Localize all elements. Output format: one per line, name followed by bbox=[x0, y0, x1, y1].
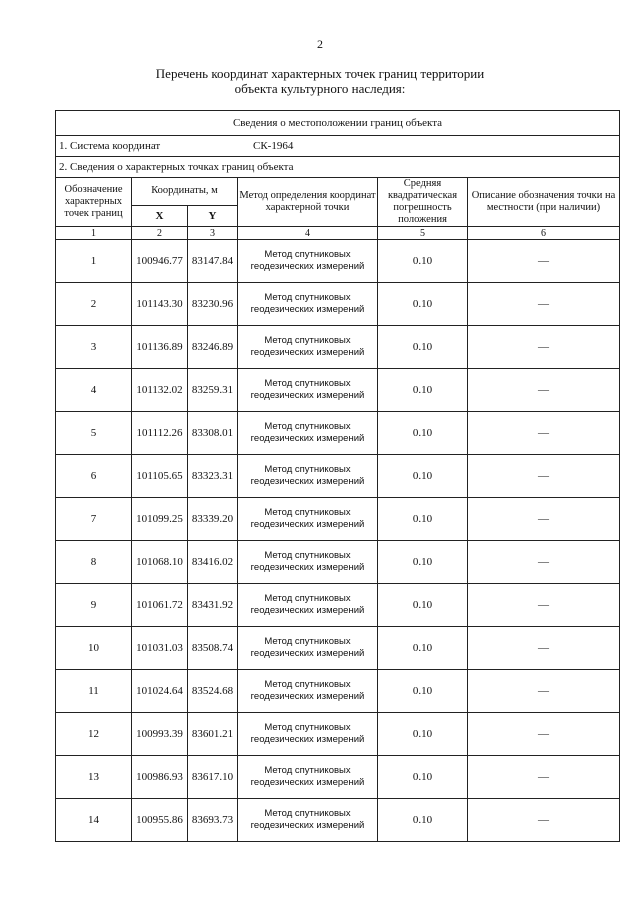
coord-x: 101031.03 bbox=[132, 627, 188, 670]
description-cell: — bbox=[468, 283, 620, 326]
coord-x: 101024.64 bbox=[132, 670, 188, 713]
title-line-2: объекта культурного наследия: bbox=[234, 81, 406, 96]
point-number: 13 bbox=[56, 756, 132, 799]
coord-system-label: 1. Система координат bbox=[59, 140, 161, 152]
table-row bbox=[56, 326, 620, 369]
document-title bbox=[0, 66, 640, 96]
point-number: 8 bbox=[56, 541, 132, 584]
points-section-label: 2. Сведения о характерных точках границ объекта bbox=[56, 157, 620, 178]
error-cell: 0.10 bbox=[378, 240, 468, 283]
description-cell: — bbox=[468, 713, 620, 756]
error-cell: 0.10 bbox=[378, 498, 468, 541]
coord-y: 83339.20 bbox=[188, 498, 238, 541]
method-cell: Метод спутниковых геодезических измерений bbox=[238, 283, 378, 326]
method-cell: Метод спутниковых геодезических измерений bbox=[238, 240, 378, 283]
coord-y: 83147.84 bbox=[188, 240, 238, 283]
table-row bbox=[56, 756, 620, 799]
error-cell: 0.10 bbox=[378, 584, 468, 627]
method-cell: Метод спутниковых геодезических измерений bbox=[238, 369, 378, 412]
table-row bbox=[56, 627, 620, 670]
method-cell: Метод спутниковых геодезических измерений bbox=[238, 498, 378, 541]
coord-y: 83693.73 bbox=[188, 799, 238, 842]
method-cell: Метод спутниковых геодезических измерений bbox=[238, 584, 378, 627]
coord-y: 83524.68 bbox=[188, 670, 238, 713]
error-cell: 0.10 bbox=[378, 627, 468, 670]
coord-x: 100993.39 bbox=[132, 713, 188, 756]
table-row bbox=[56, 541, 620, 584]
table-row bbox=[56, 455, 620, 498]
point-number: 4 bbox=[56, 369, 132, 412]
method-cell: Метод спутниковых геодезических измерений bbox=[238, 412, 378, 455]
coord-y: 83308.01 bbox=[188, 412, 238, 455]
point-number: 3 bbox=[56, 326, 132, 369]
error-cell: 0.10 bbox=[378, 369, 468, 412]
section-title: Сведения о местоположении границ объекта bbox=[56, 111, 620, 136]
table-row bbox=[56, 713, 620, 756]
coord-y: 83617.10 bbox=[188, 756, 238, 799]
error-cell: 0.10 bbox=[378, 713, 468, 756]
coord-y: 83323.31 bbox=[188, 455, 238, 498]
coord-system-value: СК-1964 bbox=[252, 140, 294, 152]
method-cell: Метод спутниковых геодезических измерений bbox=[238, 541, 378, 584]
coord-y: 83259.31 bbox=[188, 369, 238, 412]
point-number: 9 bbox=[56, 584, 132, 627]
error-cell: 0.10 bbox=[378, 799, 468, 842]
description-cell: — bbox=[468, 799, 620, 842]
error-cell: 0.10 bbox=[378, 756, 468, 799]
description-cell: — bbox=[468, 627, 620, 670]
method-cell: Метод спутниковых геодезических измерений bbox=[238, 713, 378, 756]
header-method: Метод определения координат характерной точки bbox=[238, 178, 378, 227]
description-cell: — bbox=[468, 584, 620, 627]
table-row bbox=[56, 283, 620, 326]
error-cell: 0.10 bbox=[378, 412, 468, 455]
coord-x: 101099.25 bbox=[132, 498, 188, 541]
header-designation: Обозначение характерных точек границ bbox=[56, 178, 132, 227]
description-cell: — bbox=[468, 240, 620, 283]
description-cell: — bbox=[468, 498, 620, 541]
table-row bbox=[56, 498, 620, 541]
coord-x: 100986.93 bbox=[132, 756, 188, 799]
method-cell: Метод спутниковых геодезических измерений bbox=[238, 326, 378, 369]
column-number: 4 bbox=[238, 227, 378, 240]
error-cell: 0.10 bbox=[378, 326, 468, 369]
point-number: 2 bbox=[56, 283, 132, 326]
description-cell: — bbox=[468, 670, 620, 713]
table-row bbox=[56, 369, 620, 412]
header-x: X bbox=[132, 205, 188, 226]
header-description: Описание обозначения точки на местности (при наличии) bbox=[468, 178, 620, 227]
table-row bbox=[56, 240, 620, 283]
coord-x: 101105.65 bbox=[132, 455, 188, 498]
method-cell: Метод спутниковых геодезических измерений bbox=[238, 455, 378, 498]
coord-y: 83508.74 bbox=[188, 627, 238, 670]
error-cell: 0.10 bbox=[378, 283, 468, 326]
description-cell: — bbox=[468, 541, 620, 584]
coord-x: 101143.30 bbox=[132, 283, 188, 326]
point-number: 12 bbox=[56, 713, 132, 756]
point-number: 7 bbox=[56, 498, 132, 541]
page-number: 2 bbox=[317, 37, 323, 51]
column-number: 6 bbox=[468, 227, 620, 240]
coord-y: 83601.21 bbox=[188, 713, 238, 756]
coord-x: 101132.02 bbox=[132, 369, 188, 412]
method-cell: Метод спутниковых геодезических измерений bbox=[238, 756, 378, 799]
coord-x: 101068.10 bbox=[132, 541, 188, 584]
column-number-row bbox=[56, 227, 620, 240]
description-cell: — bbox=[468, 326, 620, 369]
error-cell: 0.10 bbox=[378, 670, 468, 713]
point-number: 14 bbox=[56, 799, 132, 842]
point-number: 6 bbox=[56, 455, 132, 498]
method-cell: Метод спутниковых геодезических измерений bbox=[238, 670, 378, 713]
description-cell: — bbox=[468, 455, 620, 498]
description-cell: — bbox=[468, 756, 620, 799]
coord-y: 83246.89 bbox=[188, 326, 238, 369]
point-number: 10 bbox=[56, 627, 132, 670]
coord-x: 101136.89 bbox=[132, 326, 188, 369]
header-coordinates: Координаты, м bbox=[132, 178, 238, 206]
point-number: 11 bbox=[56, 670, 132, 713]
coord-system-row bbox=[56, 136, 620, 157]
description-cell: — bbox=[468, 412, 620, 455]
error-cell: 0.10 bbox=[378, 541, 468, 584]
table-row bbox=[56, 799, 620, 842]
coord-x: 100955.86 bbox=[132, 799, 188, 842]
coord-y: 83230.96 bbox=[188, 283, 238, 326]
column-number: 3 bbox=[188, 227, 238, 240]
coord-x: 101061.72 bbox=[132, 584, 188, 627]
table-row bbox=[56, 412, 620, 455]
coord-y: 83416.02 bbox=[188, 541, 238, 584]
coord-x: 100946.77 bbox=[132, 240, 188, 283]
column-number: 5 bbox=[378, 227, 468, 240]
description-cell: — bbox=[468, 369, 620, 412]
column-number: 1 bbox=[56, 227, 132, 240]
coord-x: 101112.26 bbox=[132, 412, 188, 455]
coord-y: 83431.92 bbox=[188, 584, 238, 627]
coordinates-table bbox=[55, 110, 620, 842]
title-line-1: Перечень координат характерных точек границ территории bbox=[155, 66, 485, 81]
header-y: Y bbox=[188, 205, 238, 226]
column-number: 2 bbox=[132, 227, 188, 240]
header-error: Средняя квадратическая погрешность положения bbox=[378, 178, 468, 227]
error-cell: 0.10 bbox=[378, 455, 468, 498]
method-cell: Метод спутниковых геодезических измерений bbox=[238, 627, 378, 670]
table-row bbox=[56, 670, 620, 713]
table-row bbox=[56, 584, 620, 627]
point-number: 1 bbox=[56, 240, 132, 283]
point-number: 5 bbox=[56, 412, 132, 455]
method-cell: Метод спутниковых геодезических измерений bbox=[238, 799, 378, 842]
